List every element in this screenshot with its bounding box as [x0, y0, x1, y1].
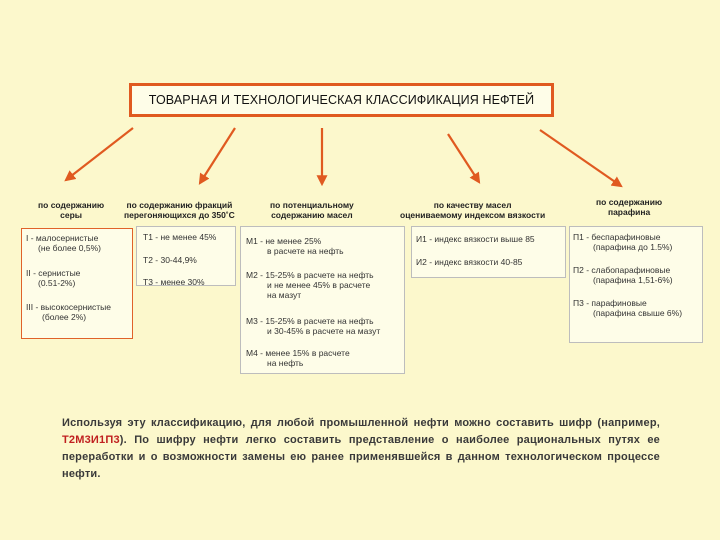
item-fractions-3: Т3 - менее 30% — [143, 277, 205, 287]
header-viscosity — [400, 200, 545, 220]
header-line: по качеству масел — [433, 200, 512, 210]
header-paraffin — [596, 197, 662, 217]
item-line: (более 2%) — [42, 312, 87, 322]
item-line: III - высокосернистые — [26, 302, 112, 312]
item-line: на мазут — [267, 290, 302, 300]
item-line: П1 - беспарафиновые — [573, 232, 661, 242]
item-line: М4 - менее 15% в расчете — [246, 348, 350, 358]
item-oils-4 — [246, 348, 350, 368]
item-line: (парафина свыше 6%) — [593, 308, 683, 318]
item-fractions-2: Т2 - 30-44,9% — [143, 255, 197, 265]
item-line: (парафина до 1.5%) — [593, 242, 673, 252]
item-line: I - малосернистые — [26, 233, 99, 243]
example-code: Т2М3И1П3 — [62, 434, 120, 446]
header-line: по потенциальному — [270, 200, 354, 210]
item-line: в расчете на нефть — [267, 246, 344, 256]
item-line: П3 - парафиновые — [573, 298, 647, 308]
item-viscosity-2: И2 - индекс вязкости 40-85 — [416, 257, 523, 267]
paragraph-text-after: ). По шифру нефти легко составить представление о наиболее рациональных путях ее переработки и о возможности замены ею ранее применявшейся в данном технологическом процессе нефти. — [62, 434, 660, 480]
item-line: П2 - слабопарафиновые — [573, 265, 671, 275]
item-line: М1 - не менее 25% — [246, 236, 322, 246]
header-sulfur — [38, 200, 104, 220]
item-paraffin-1 — [573, 232, 672, 252]
item-sulfur-3 — [26, 302, 111, 322]
item-line: и 30-45% в расчете на мазут — [267, 326, 381, 336]
header-line: серы — [60, 210, 83, 220]
item-line: на нефть — [267, 358, 304, 368]
header-line: по содержанию — [38, 200, 105, 210]
item-oils-2 — [246, 270, 374, 300]
header-oils — [270, 200, 354, 220]
item-line: М3 - 15-25% в расчете на нефть — [246, 316, 374, 326]
explanation-paragraph — [62, 415, 660, 483]
classification-title: ТОВАРНАЯ И ТЕХНОЛОГИЧЕСКАЯ КЛАССИФИКАЦИЯ НЕФТЕЙ — [129, 83, 554, 117]
item-line: М2 - 15-25% в расчете на нефть — [246, 270, 374, 280]
header-fractions — [124, 200, 235, 220]
paragraph-text-before: Используя эту классификацию, для любой промышленной нефти можно составить шифр (например, — [62, 417, 660, 429]
item-line: (парафина 1,51-6%) — [593, 275, 673, 285]
item-sulfur-1 — [26, 233, 101, 253]
item-line: (не более 0,5%) — [38, 243, 102, 253]
item-paraffin-3 — [573, 298, 682, 318]
header-line: по содержанию фракций — [126, 200, 233, 210]
item-oils-3 — [246, 316, 380, 336]
header-line: содержанию масел — [271, 210, 353, 220]
header-line: перегоняющихся до 350˚С — [124, 210, 235, 220]
item-line: (0.51-2%) — [38, 278, 76, 288]
item-sulfur-2 — [26, 268, 80, 288]
item-line: и не менее 45% в расчете — [267, 280, 371, 290]
item-paraffin-2 — [573, 265, 673, 285]
item-oils-1 — [246, 236, 344, 256]
arrow-paraffin — [540, 130, 621, 186]
item-viscosity-1: И1 - индекс вязкости выше 85 — [416, 234, 535, 244]
header-line: оцениваемому индексом вязкости — [400, 210, 546, 220]
header-line: парафина — [607, 207, 651, 217]
arrow-sulfur — [66, 128, 133, 180]
item-line: II - сернистые — [26, 268, 81, 278]
item-fractions-1: Т1 - не менее 45% — [143, 232, 217, 242]
header-line: по содержанию — [596, 197, 663, 207]
arrow-viscosity — [448, 134, 479, 182]
arrow-fractions — [200, 128, 235, 183]
